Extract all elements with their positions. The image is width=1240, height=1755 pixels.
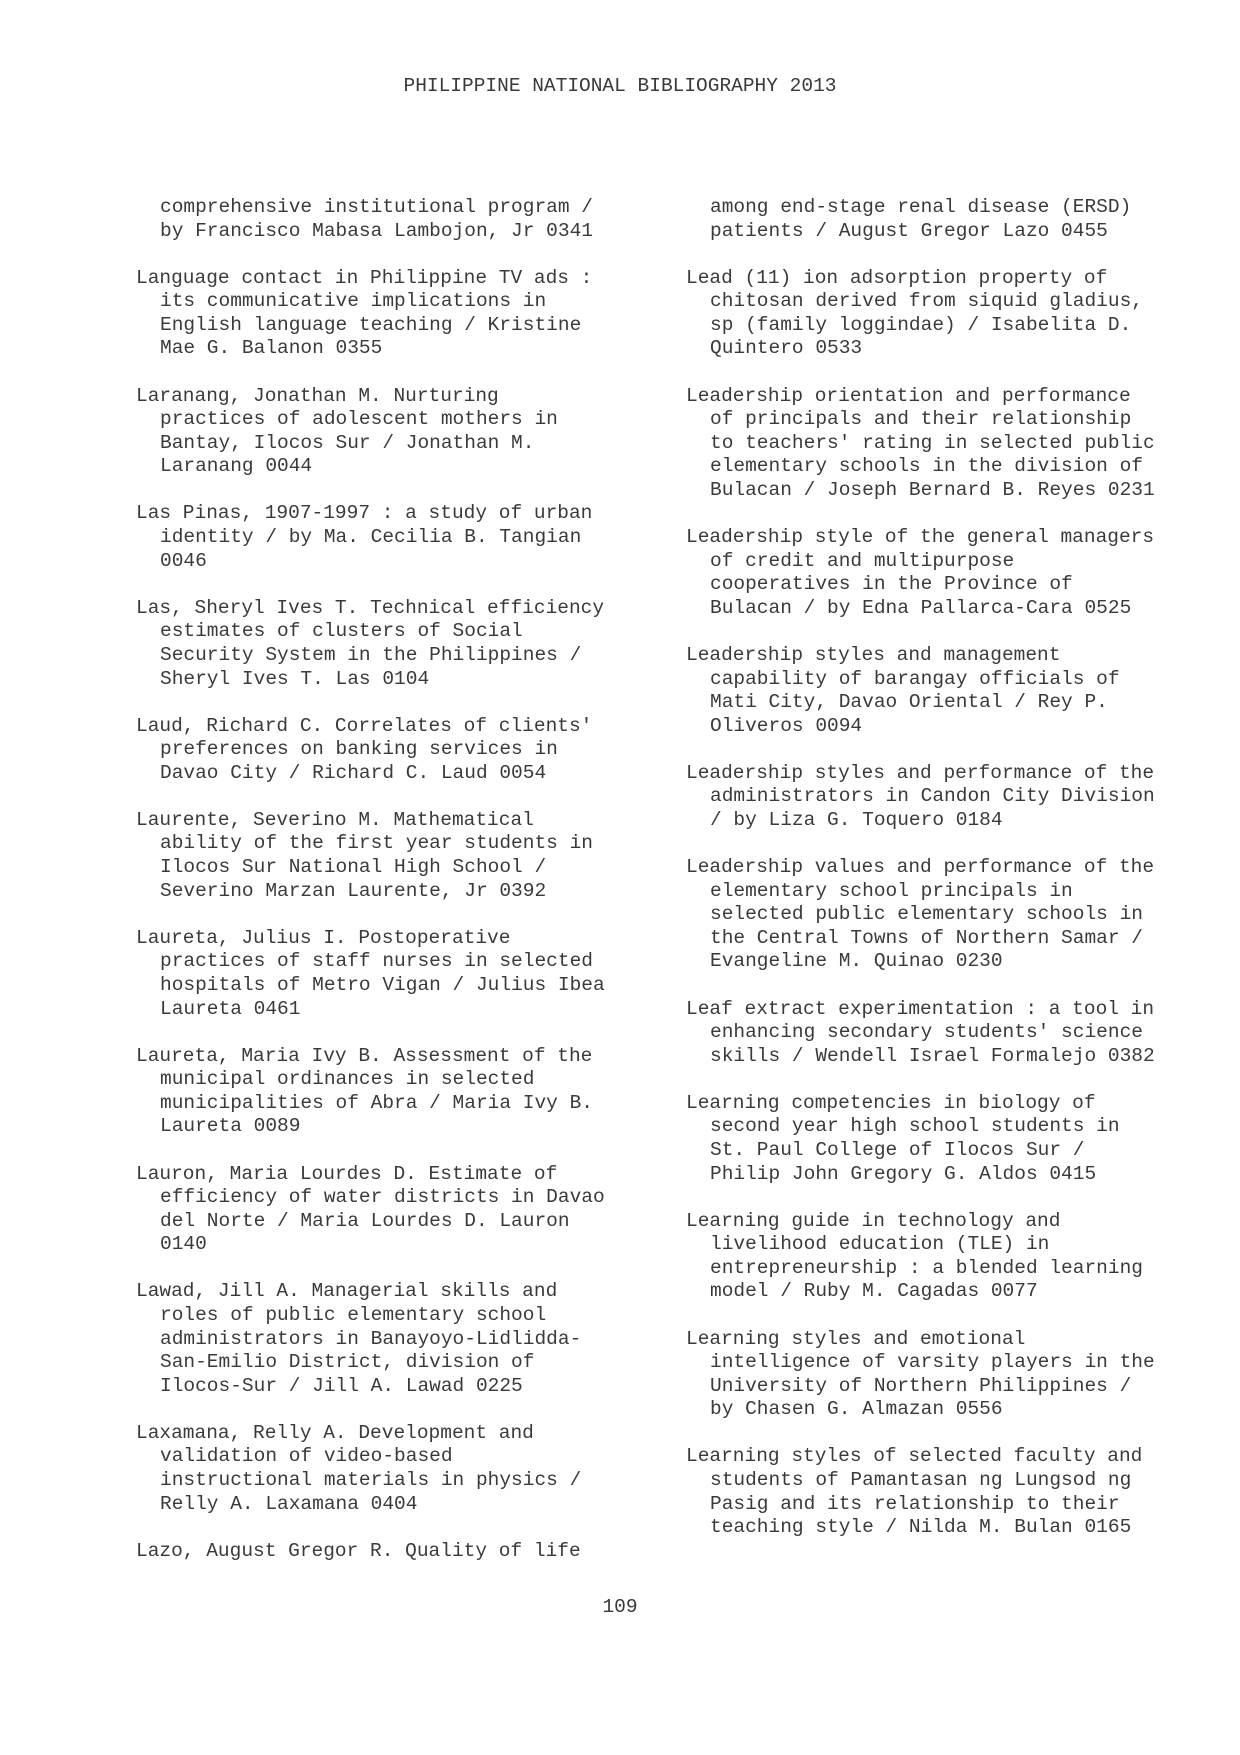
bibliography-entry: Learning styles and emotional intelligence of varsity players in the University of Northern Philippines / by Chasen G. Almazan 0556 (686, 1327, 1155, 1421)
bibliography-entry: Language contact in Philippine TV ads : its communicative implications in English language teaching / Kristine Mae G. Balanon 0355 (136, 266, 593, 360)
page-header: PHILIPPINE NATIONAL BIBLIOGRAPHY 2013 (403, 75, 837, 97)
left-column (136, 196, 656, 1587)
bibliography-entry: comprehensive institutional program / by Francisco Mabasa Lambojon, Jr 0341 (160, 196, 593, 242)
bibliography-entry: Learning guide in technology and livelihood education (TLE) in entrepreneurship : a blended learning model / Ruby M. Cagadas 0077 (686, 1209, 1143, 1303)
bibliography-entry: Leadership style of the general managers of credit and multipurpose cooperatives in the Province of Bulacan / by Edna Pallarca-Cara 0525 (686, 526, 1155, 619)
right-column (686, 196, 1206, 1563)
bibliography-entry: Leaf extract experimentation : a tool in enhancing secondary students' science skills / Wendell Israel Formalejo 0382 (686, 997, 1155, 1067)
bibliography-entry: Lazo, August Gregor R. Quality of life (136, 1539, 581, 1562)
bibliography-entry: Learning competencies in biology of second year high school students in St. Paul College of Ilocos Sur / Philip John Gregory G. Aldos 0415 (686, 1091, 1120, 1185)
bibliography-entry: Laureta, Julius I. Postoperative practices of staff nurses in selected hospitals of Metro Vigan / Julius Ibea Laureta 0461 (136, 926, 605, 1020)
bibliography-entry: Lauron, Maria Lourdes D. Estimate of efficiency of water districts in Davao del Norte / Maria Lourdes D. Lauron 0140 (136, 1162, 605, 1256)
bibliography-entry: Laurente, Severino M. Mathematical ability of the first year students in Ilocos Sur National High School / Severino Marzan Laurente, Jr 0392 (136, 808, 593, 902)
bibliography-entry: among end-stage renal disease (ERSD) patients / August Gregor Lazo 0455 (710, 196, 1132, 242)
bibliography-entry: Leadership orientation and performance of principals and their relationship to teachers' rating in selected public elementary schools in the division of Bulacan / Joseph Bernard B. Reyes 0231 (686, 384, 1155, 501)
bibliography-entry: Laranang, Jonathan M. Nurturing practices of adolescent mothers in Bantay, Ilocos Sur / Jonathan M. Laranang 0044 (136, 384, 558, 478)
bibliography-entry: Las, Sheryl Ives T. Technical efficiency estimates of clusters of Social Security System in the Philippines / Sheryl Ives T. Las 0104 (136, 596, 605, 690)
bibliography-entry: Lawad, Jill A. Managerial skills and roles of public elementary school administrators in Banayoyo-Lidlidda- San-Emilio District, division of Ilocos-Sur / Jill A. Lawad 0225 (136, 1280, 582, 1397)
page-number: 109 (602, 1596, 638, 1618)
bibliography-entry: Leadership styles and management capability of barangay officials of Mati City, Davao Oriental / Rey P. Oliveros 0094 (686, 643, 1120, 737)
bibliography-entry: Leadership styles and performance of the administrators in Candon City Division / by Liza G. Toquero 0184 (686, 761, 1155, 831)
bibliography-entry: Laureta, Maria Ivy B. Assessment of the municipal ordinances in selected municipalities of Abra / Maria Ivy B. Laureta 0089 (136, 1044, 593, 1138)
bibliography-entry: Leadership values and performance of the elementary school principals in selected public elementary schools in the Central Towns of Northern Samar / Evangeline M. Quinao 0230 (686, 856, 1155, 973)
bibliography-entry: Laud, Richard C. Correlates of clients' preferences on banking services in Davao City / Richard C. Laud 0054 (136, 714, 593, 784)
bibliography-entry: Laxamana, Relly A. Development and validation of video-based instructional materials in physics / Relly A. Laxamana 0404 (136, 1421, 582, 1515)
bibliography-entry: Las Pinas, 1907-1997 : a study of urban identity / by Ma. Cecilia B. Tangian 0046 (136, 502, 593, 572)
bibliography-entry: Learning styles of selected faculty and students of Pamantasan ng Lungsod ng Pasig and its relationship to their teaching style / Nilda M. Bulan 0165 (686, 1445, 1143, 1539)
bibliography-entry: Lead (11) ion adsorption property of chitosan derived from siquid gladius, sp (family loggindae) / Isabelita D. Quintero 0533 (686, 266, 1143, 360)
